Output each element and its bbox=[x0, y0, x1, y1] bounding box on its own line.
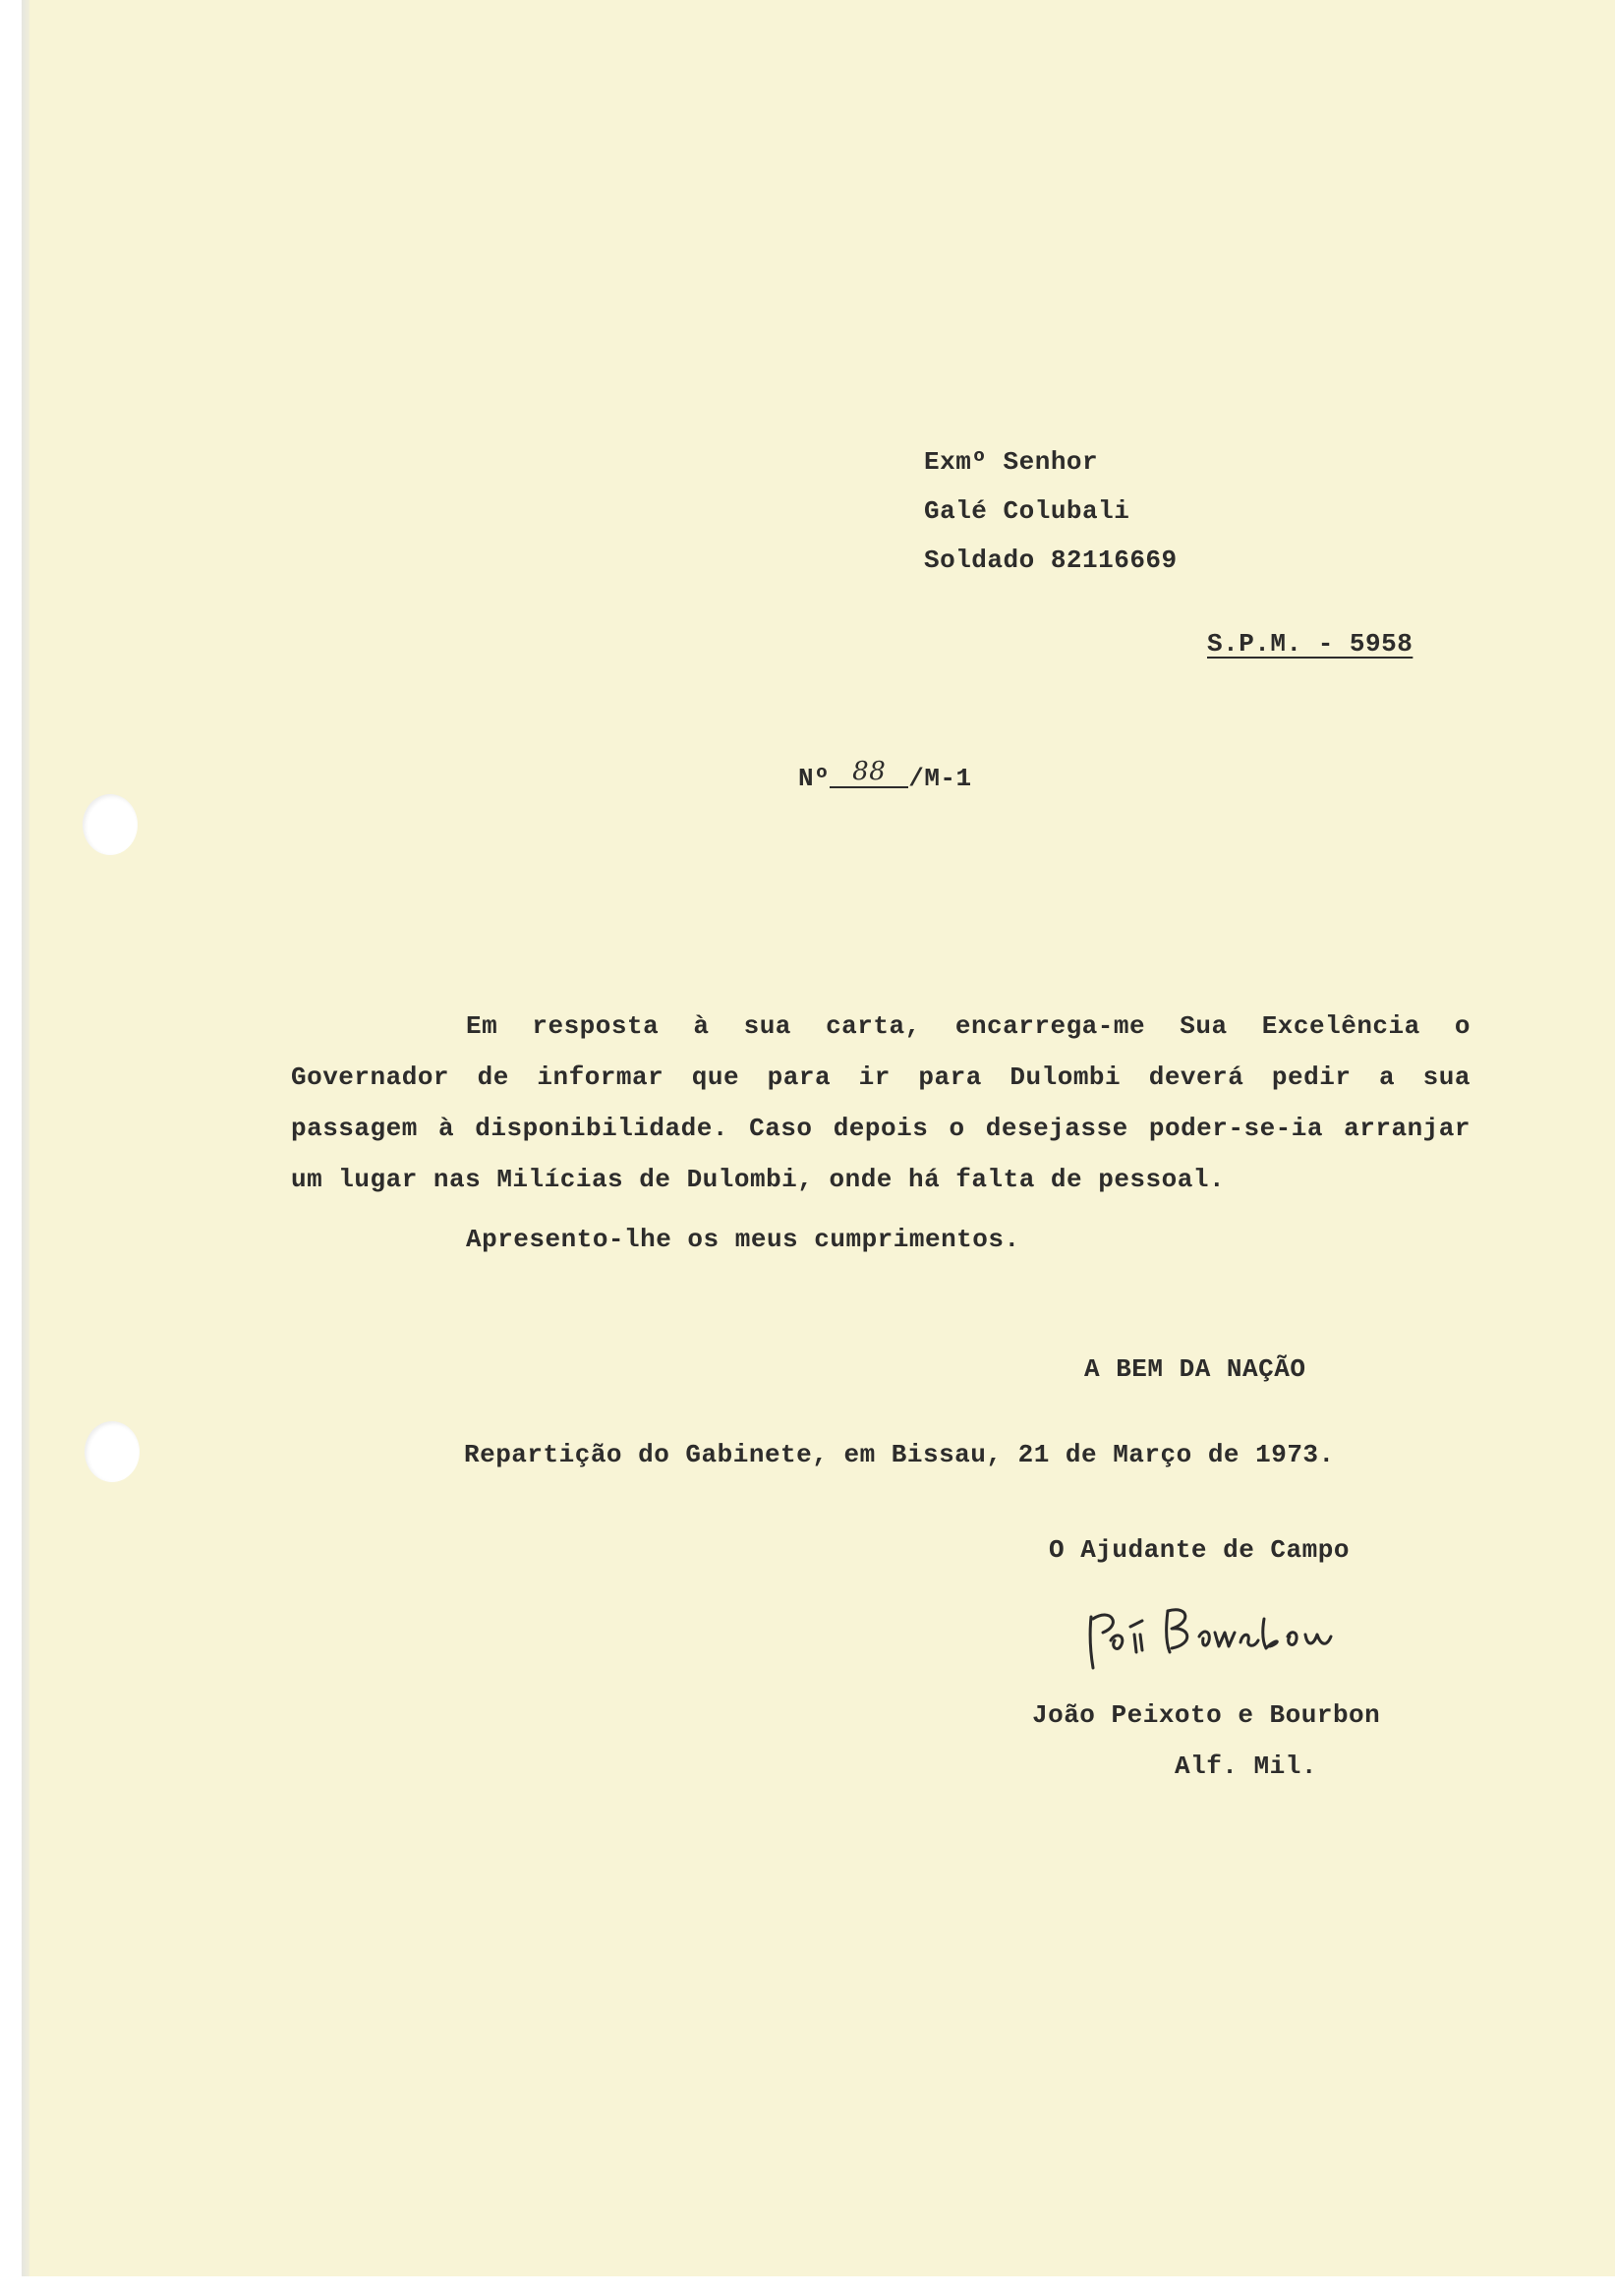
addressee-name: Galé Colubali bbox=[924, 496, 1130, 526]
signatory-rank: Alf. Mil. bbox=[1175, 1751, 1317, 1781]
body-paragraph-1: Em resposta à sua carta, encarrega-me Sua Excelência o Governador de informar que para ir para Dulombi deverá pedir a sua passagem à disponibilidade. Caso depois o desejasse poder-se-ia arranjar um lugar nas Milícias de Dulombi, onde há falta de pessoal. bbox=[291, 1011, 1471, 1194]
body-paragraph-2: Apresento-lhe os meus cumprimentos. bbox=[466, 1225, 1020, 1254]
reference-handwritten-number: 88 bbox=[830, 757, 908, 788]
signatory-role: O Ajudante de Campo bbox=[1049, 1535, 1350, 1565]
punch-hole-bottom bbox=[85, 1421, 140, 1482]
reference-suffix: /M-1 bbox=[908, 764, 972, 793]
spm-code: S.P.M. - 5958 bbox=[1207, 629, 1413, 659]
punch-hole-top bbox=[83, 794, 138, 855]
addressee-service-number: Soldado 82116669 bbox=[924, 545, 1178, 575]
addressee-salutation: Exmº Senhor bbox=[924, 447, 1099, 477]
closing-motto: A BEM DA NAÇÃO bbox=[1084, 1354, 1306, 1384]
reference-number bbox=[798, 757, 972, 794]
signatory-name: João Peixoto e Bourbon bbox=[1032, 1700, 1381, 1730]
handwritten-signature bbox=[1081, 1597, 1337, 1676]
reference-prefix: Nº bbox=[798, 764, 831, 793]
place-and-date: Repartição do Gabinete, em Bissau, 21 de Março de 1973. bbox=[464, 1440, 1335, 1469]
